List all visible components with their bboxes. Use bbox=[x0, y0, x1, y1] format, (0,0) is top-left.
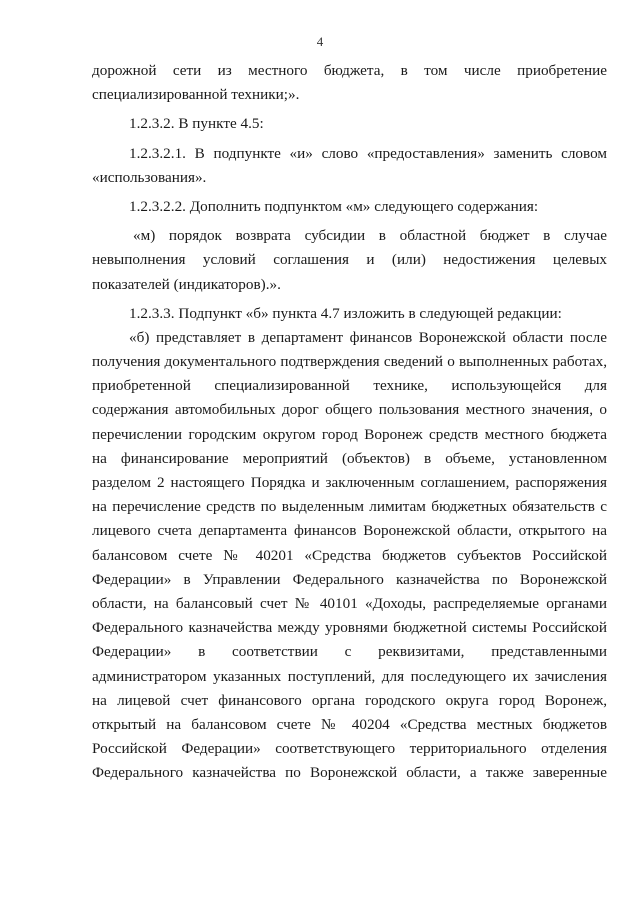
document-body bbox=[92, 59, 607, 785]
text-line: Федерального казначейства по Воронежской области, а также заверенные bbox=[92, 764, 607, 782]
section-heading: 1.2.3.3. Подпункт «б» пункта 4.7 изложить в следующей редакции: bbox=[129, 304, 562, 322]
section-heading: 1.2.3.2.2. Дополнить подпунктом «м» следующего содержания: bbox=[129, 197, 539, 215]
text-line: дорожной сети из местного бюджета, в том числе приобретение bbox=[92, 62, 607, 79]
text-line: на лицевой счет финансового органа городского округа город Воронеж, bbox=[92, 691, 607, 709]
text-line: невыполнения условий соглашения и (или) недостижения целевых bbox=[92, 251, 607, 269]
text-line: Федерального казначейства между уровнями бюджетной системы Российской bbox=[92, 619, 607, 637]
section-heading: 1.2.3.2. В пункте 4.5: bbox=[129, 115, 264, 133]
text-line: на перечисление средств по выделенным лимитам бюджетных обязательств с bbox=[92, 498, 607, 516]
text-line: перечислении городским округом город Воронеж средств местного бюджета bbox=[92, 425, 607, 443]
text-line: получения документального подтверждения сведений о выполненных работах, bbox=[92, 353, 607, 371]
text-line: приобретенной специализированной технике, использующейся для bbox=[92, 377, 607, 395]
text-line: «использования». bbox=[92, 168, 207, 186]
page-number: 4 bbox=[316, 34, 324, 49]
text-line: лицевого счета департамента финансов Воронежской области, открытого на bbox=[92, 522, 607, 540]
text-line: Федерации» в Управлении Федерального казначейства по Воронежской bbox=[92, 570, 607, 588]
text-line: балансовом счете № 40201 «Средства бюджетов субъектов Российской bbox=[92, 546, 607, 564]
text-line: показателей (индикаторов).». bbox=[92, 275, 281, 293]
text-line: «м) порядок возврата субсидии в областной бюджет в случае bbox=[133, 227, 607, 245]
text-line: на финансирование мероприятий (объектов) в объеме, установленном bbox=[92, 449, 607, 467]
text-line: специализированной техники;». bbox=[92, 86, 300, 104]
text-line: содержания автомобильных дорог общего пользования местного значения, о bbox=[92, 401, 607, 419]
text-line: 1.2.3.2.1. В подпункте «и» слово «предоставления» заменить словом bbox=[129, 144, 607, 162]
text-line: разделом 2 настоящего Порядка и заключенным соглашением, распоряжения bbox=[92, 474, 607, 491]
text-line: области, на балансовый счет № 40101 «Доходы, распределяемые органами bbox=[92, 594, 607, 612]
text-line: Федерации» в соответствии с реквизитами, представленными bbox=[92, 643, 607, 661]
text-line: открытый на балансовом счете № 40204 «Средства местных бюджетов bbox=[92, 715, 607, 733]
text-line: администратором указанных поступлений, для последующего их зачисления bbox=[92, 667, 607, 685]
text-line: «б) представляет в департамент финансов Воронежской области после bbox=[129, 328, 607, 346]
text-line: Российской Федерации» соответствующего территориального отделения bbox=[92, 740, 607, 758]
